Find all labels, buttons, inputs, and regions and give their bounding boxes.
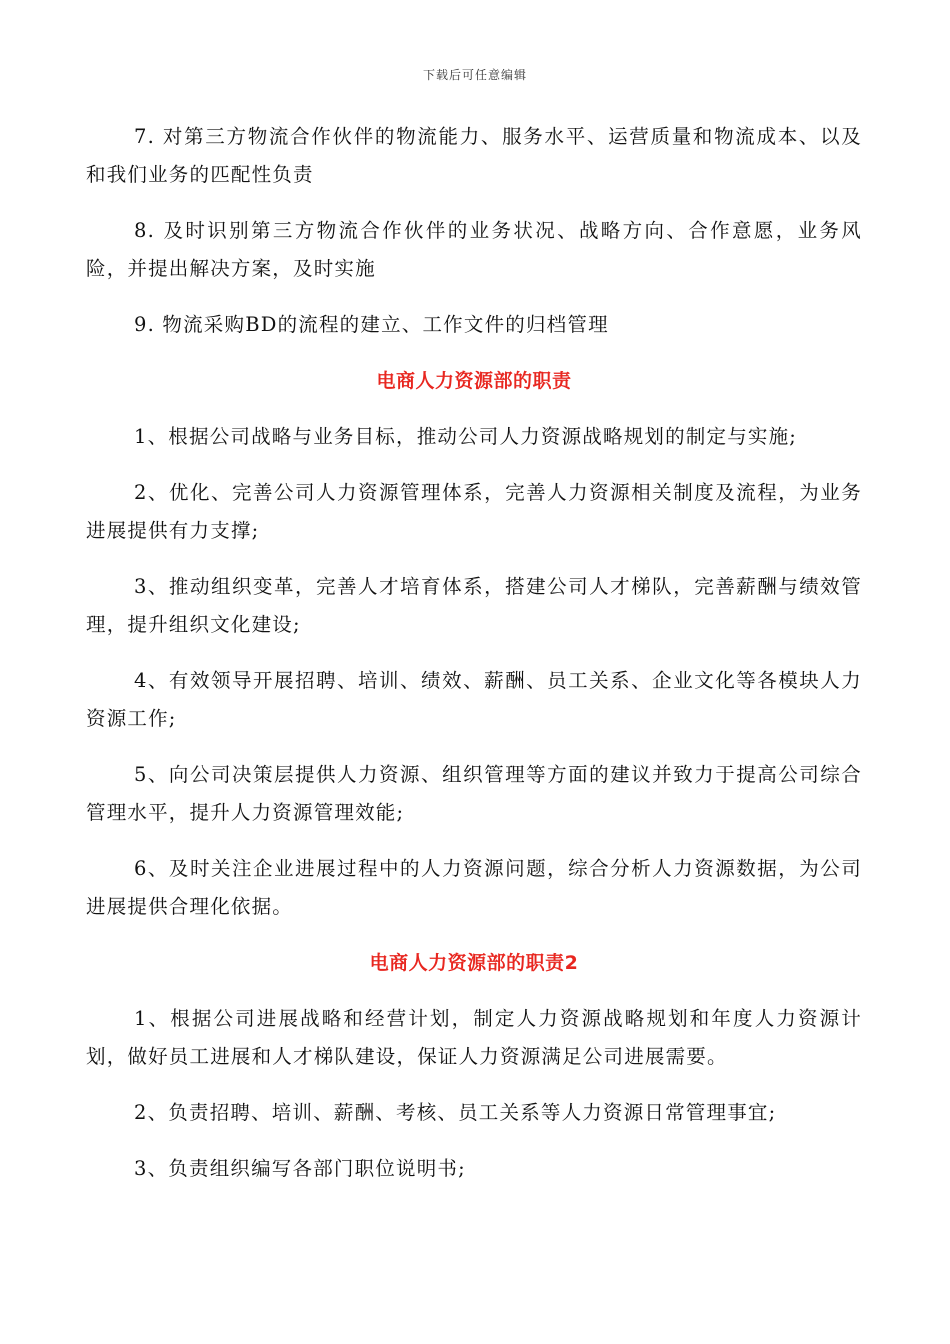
paragraph: 6、及时关注企业进展过程中的人力资源问题，综合分析人力资源数据，为公司进展提供合理化依据。 <box>86 857 862 918</box>
paragraph: 2、优化、完善公司人力资源管理体系，完善人力资源相关制度及流程，为业务进展提供有力支撑; <box>86 481 862 542</box>
paragraph: 8. 及时识别第三方物流合作伙伴的业务状况、战略方向、合作意愿，业务风险，并提出解决方案，及时实施 <box>86 219 862 280</box>
header-note: 下载后可任意编辑 <box>422 68 527 82</box>
section-heading: 电商人力资源部的职责 <box>376 370 572 392</box>
section-heading: 电商人力资源部的职责2 <box>369 952 579 974</box>
paragraph: 1、根据公司战略与业务目标，推动公司人力资源战略规划的制定与实施; <box>134 425 798 448</box>
paragraph: 3、负责组织编写各部门职位说明书; <box>134 1157 466 1180</box>
paragraph: 3、推动组织变革，完善人才培育体系，搭建公司人才梯队，完善薪酬与绩效管理，提升组织文化建设; <box>86 575 862 636</box>
paragraph: 7. 对第三方物流合作伙伴的物流能力、服务水平、运营质量和物流成本、以及和我们业务的匹配性负责 <box>86 125 862 186</box>
paragraph: 5、向公司决策层提供人力资源、组织管理等方面的建议并致力于提高公司综合管理水平，提升人力资源管理效能; <box>86 763 862 824</box>
paragraph: 2、负责招聘、培训、薪酬、考核、员工关系等人力资源日常管理事宜; <box>134 1101 777 1124</box>
document-body <box>86 118 862 1206</box>
paragraph: 4、有效领导开展招聘、培训、绩效、薪酬、员工关系、企业文化等各模块人力资源工作; <box>86 669 862 730</box>
paragraph: 1、根据公司进展战略和经营计划，制定人力资源战略规划和年度人力资源计划，做好员工进展和人才梯队建设，保证人力资源满足公司进展需要。 <box>86 1007 862 1068</box>
paragraph: 9. 物流采购BD的流程的建立、工作文件的归档管理 <box>134 313 609 336</box>
